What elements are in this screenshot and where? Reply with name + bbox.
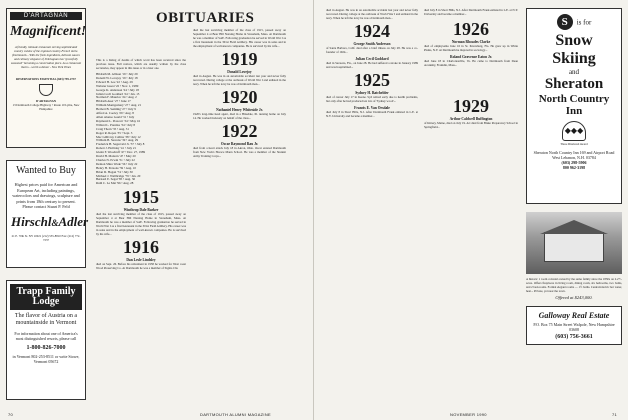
obituaries-intro: This is a listing of deaths of which word has been received since the previous issue. Full notices, which are usually written by the class secretaries, may appear in this issue or in a later one. (96, 58, 186, 70)
year-1926-name-2: Roland Gravenor Eaton Jr. (450, 55, 492, 59)
year-1919-heading: 1919 (221, 49, 258, 69)
dartagnan-footer-address: 13 Dartmouth College Highway • Route 10 Lyme, New Hampshire (12, 103, 80, 111)
year-1919-text: died in August. He was in an automobile accident last year and never fully recovered. During college at the outbreak of World War I and enlisted in the navy. When he left the navy he was a Dartmouth man... (193, 74, 286, 86)
trapp-logo-text: Trapp Family Lodge (16, 286, 76, 307)
column-4-lead-text: died July 8 in Short Hills, N.J. After Dartmouth Frank enlisted in L.E. at N.Y. University and became a member... (424, 8, 518, 16)
obituary-list-entry: Glenn F. Woodruff '47 • Dec. 27, 1989 (96, 150, 146, 155)
sheraton-s-badge-icon: S (557, 14, 573, 30)
year-1925-heading: 1925 (354, 70, 390, 90)
obituary-list-entry: Allen Alonso Gould '31 • July (96, 114, 135, 119)
year-1926-text: died of emphysema June 16 in St. Petersburg, Fla. He grew up in White Plains, N.Y. At Dartmouth he majored in sociology... (424, 44, 518, 52)
year-1915-heading: 1915 (123, 187, 159, 208)
obituary-list-entry: William Montgomery '27 • Aug. 21 (96, 103, 142, 108)
sheraton-line-7: Inn (565, 105, 583, 117)
page-gutter (313, 0, 314, 420)
year-1926-name: Norman Rhoades Clarke (451, 40, 491, 44)
obituaries-title: OBITUARIES (156, 10, 255, 26)
sheraton-phone-2: 800 962-3198 (562, 165, 586, 170)
year-1925-name: Sydney H. Batchelder (355, 91, 389, 95)
hirschl-logo-bottom: Adler (58, 213, 89, 229)
sheraton-phone-1: (603) 298-5906 (561, 160, 587, 165)
year-1916-heading: 1916 (123, 237, 159, 258)
sheraton-line-6: North Country (538, 93, 610, 105)
galloway-box (526, 306, 622, 345)
hirschl-body: Highest prices paid for American and European Art, including paintings, watercolors and drawings, sculpture and prints from 18th century to present. Please contact Stuart P. Feld (12, 182, 80, 209)
year-1929-text: of Kittery, Maine, died on July 19. Art died from Blake Preparatory School in Springfield... (424, 121, 518, 129)
obituary-list-entry: Robert J. Holliday '41 • July 21 (96, 146, 137, 151)
trapp-phone: 1-800-826-7000 (26, 345, 66, 351)
left-page-number: 70 (8, 412, 14, 417)
sheraton-line-2-text: Snow (555, 32, 593, 49)
galloway-phone: (603) 756-3661 (555, 334, 593, 340)
sheraton-ad (526, 8, 622, 204)
obituaries-column-2 (193, 8, 286, 412)
hirschl-logo-amp: & (51, 217, 59, 228)
year-1916-text: died on Sept. 26. Before his retirement in 1958 he worked for West coast Wood Preserving Co. At Dartmouth he was a member of Sigma Chi. (96, 262, 186, 271)
year-1920-heading: 1920 (221, 87, 258, 107)
obituary-list-entry: Brian D. Hogan '74 • July 30 (96, 169, 133, 174)
obituary-list-entry: David H. Mattern '47 • May 20 (96, 154, 136, 159)
trapp-logo (10, 284, 82, 310)
year-1926-text-2: died June 18 in Charlottesville, Va. He came to Dartmouth from Dean Academy, Franklin, Mass... (424, 59, 518, 67)
year-1926-heading: 1926 (453, 19, 489, 39)
dartagnan-body: A friendly, intimate restaurant serving sophisticated country cuisine of the regional country-French niche. (Dartmouth... With the fresh ingredients, delicate sauces and culinary elegance of D'Artagnan has "gracefully seasoned" becoming a conversation piece. As a restaurant that is... worth a detour - New York Times (10, 45, 82, 69)
obituary-list-entry: Craig Thorn '35 • Aug. 31 (96, 126, 129, 131)
obituary-list-entry: Webster Guest '22 • Nov. 1, 1989 (96, 83, 139, 88)
dartagnan-ad (6, 8, 86, 148)
trapp-body: For information about one of America's most distinguished resorts, please call (14, 331, 78, 341)
year-1925-text: died of cancer July 17 in Keene. Syd retired early due to health problems, but only after he had produced ten lots of 'Sydney wood'... (326, 95, 418, 103)
obituary-list-entry: Julian Cecil Goddard '24 • Jan. 15 (96, 91, 140, 96)
sheraton-award: Three Diamond Award (560, 142, 588, 146)
sheraton-address: Sheraton North Country Inn 169 and Airport Road West Lebanon, N.H. 03784 (533, 150, 615, 160)
sheraton-line-2 (531, 32, 617, 50)
year-1922-heading: 1922 (221, 121, 258, 141)
year-1924-text: of Santa Barbara, Calif. died after a brief illness on July 28. He was a co-founder of 1924... (326, 46, 418, 54)
year-1925-text-2: died July 8 in Short Hills, N.J. After Dartmouth Frank enlisted in L.E. at N.Y. University and became a member... (326, 110, 418, 118)
obituary-list-entry: Henry H. Persons '59 • Aug. 10 (96, 165, 136, 170)
hirschl-heading: Wanted to Buy (16, 165, 76, 176)
hirschl-address: 21 E. 70th St. NY 10021 (212) 535-8810 Fax: (212) 772-7237 (11, 233, 81, 242)
trapp-headline: The flavor of Austria on a mountainside in Vermont (14, 313, 78, 326)
obituary-list-entry: Mac Gillivray Collins '38 • July 12 (96, 134, 141, 139)
obituary-list-entry: Edward H. Lee '22 • Aug. 29 (96, 79, 133, 84)
year-1920-text: 1920's long-time head agent, died in a Hinsdale, Ill. nursing home on July 14. He worked tirelessly on behalf of the class... (193, 112, 286, 120)
galloway-address: P.O. Box 75 Main Street Walpole, New Hampshire 03608 (533, 322, 615, 332)
obituary-list-entry: William B. Stevens '39 • Aug. 29 (96, 138, 139, 143)
right-page-number: 71 (612, 412, 618, 417)
dartagnan-tagline: Magnificent! (10, 24, 87, 39)
obituaries-list (96, 73, 186, 186)
obituary-list-entry: Michael J. Wallbridge '79 • Jan. 20 (96, 173, 141, 178)
dartagnan-crest-icon (39, 84, 53, 96)
obituary-list-entry: Roger R. Ropes '35 • Sept. 3 (96, 130, 133, 135)
sheraton-line-3: Skiing (552, 50, 596, 67)
obituary-list-entry: Raymond L. Prescott '34 • May 16 (96, 118, 141, 123)
obituary-list-entry: Donald W. Lovejoy '19 • July 18 (96, 75, 138, 80)
obituary-list-entry: Herbert B. Semmig '27 • July 9 (96, 107, 136, 112)
galloway-agency: Galloway Real Estate (538, 311, 610, 320)
left-page-title: DARTMOUTH ALUMNI MAGAZINE (200, 412, 271, 417)
sheraton-line-5: Sheraton (544, 76, 604, 92)
hirschl-logo (11, 213, 89, 230)
year-1920-name: Nathaniel Henry Whiteside Jr. (216, 108, 263, 112)
obituary-list-entry: Bernard E. Segal '85 • Aug. 30 (96, 177, 136, 182)
year-1929-heading: 1929 (453, 96, 489, 116)
obituary-list-entry: Charles N. Erwin '51 • July 22 (96, 157, 135, 162)
obituary-list-entry: Frederick H. Sagerveld Jr. '37 • July 8 (96, 142, 145, 147)
year-1919-name: Donald Lovejoy (227, 70, 252, 74)
year-1925-name-2: Francis E. Van Orsdale (354, 106, 390, 110)
year-1924-name: George Smith Anderson (353, 42, 391, 46)
property-price: Offered at $243,000. (555, 295, 593, 300)
year-1915-text: died the last surviving member of the class of 1915, passed away on September 4 at Bear Hill Nursing Home in Stoneham, Mass. At Dartmouth he was a member of SAE. Following graduation he served in World War I as a first lieutenant in the 301st Field Artillery. His career was in sales and in the employment of well-known companies. He is survived by his wife... (96, 212, 186, 237)
obituaries-column-3 (326, 8, 418, 412)
hirschl-adler-ad (6, 160, 89, 268)
column-3-lead-text: died in August. He was in an automobile accident last year and never fully recovered. During college at the outbreak of World War I and enlisted in the navy. When he left the navy he was a Dartmouth man... (326, 8, 418, 20)
trapp-footer: in Vermont 802-253-8511 or write Stowe, Vermont 05672 (12, 354, 80, 364)
property-photo (526, 212, 622, 274)
year-1929-name: Arthur Caldwell Buffington (449, 117, 493, 121)
dartagnan-reservations: RESERVATIONS ESSENTIAL (603) 795-2737 (16, 77, 76, 81)
year-1924-name-2: Julian Cecil Goddard (355, 57, 389, 61)
obituary-list-entry: Denton Shire Wade '56 • July 22 (96, 161, 138, 166)
property-text: A historic 1 room colonial owned by the same family since the 1830s on 2.2+/- acres. Offers fireplaces in living room, dining room, six bedrooms, two baths, and 2 bed-rooms. Formal elegant rooms — 1½ baths. Central/electric hot water, heat... Private, yet near the town. (526, 277, 622, 293)
column-2-lead-text: died the last surviving member of the class of 1915, passed away on September 4 at Bear Hill Nursing Home in Stoneham, Mass. At Dartmouth he was a member of SAE. Following graduation he served in World War I as a first lieutenant in the 301st Field Artillery. His career was in sales and in the employment of well-known companies. He is survived by his wife... (193, 28, 286, 48)
obituary-list-entry: Hildreth M. Allison '19 • July 29 (96, 72, 138, 76)
right-ad-column (526, 8, 622, 412)
obituary-list-entry: Alfred A. Cooley '29 • Aug. 8 (96, 111, 134, 116)
year-1915-name: Winthrop Dale Barker (123, 208, 159, 213)
obituary-list-entry: Willard L. Prentiss '34 • July 8 (96, 122, 136, 127)
year-1922-text: died from a heart attack July 18 in Akron, Ohio. Oscar entered Dartmouth from New York's Horace Mann School. He was a member of the Student Army Training Corps... (193, 146, 286, 158)
left-ad-column (6, 8, 89, 412)
obituary-list-entry: Hildreth Auer '27 • June 17 (96, 99, 131, 104)
obituaries-column-4 (424, 8, 518, 412)
year-1922-name: Oscar Raymond Rau Jr. (220, 142, 259, 146)
obituary-list-entry: Ruth C. Le Mat '96 • Aug. 28 (96, 181, 134, 186)
dartagnan-logo: D'ARTAGNAN (10, 12, 82, 20)
year-1924-heading: 1924 (354, 21, 390, 41)
year-1916-name: Dan Lesle Lindsley (126, 258, 156, 263)
trapp-family-ad (6, 280, 86, 400)
sheraton-line-4: and (568, 68, 580, 76)
obituary-list-entry: Norman F. Maurice '24 • Aug. 2 (96, 95, 137, 100)
year-1924-text-2: died in Sarasota, Fla., on June 28. He had suffered a stroke in January 1989 and was hospitalized... (326, 61, 418, 69)
award-diamond-icon: ◆◆◆ (562, 121, 586, 141)
hirschl-logo-top: Hirschl (11, 213, 52, 229)
right-page-date: NOVEMBER 1990 (450, 412, 487, 417)
obituary-list-entry: George K. Anderson '24 • July 18 (96, 87, 139, 92)
dartagnan-footer-name: D'ARTAGNAN (35, 99, 56, 103)
sheraton-line-1: is for (576, 18, 592, 27)
